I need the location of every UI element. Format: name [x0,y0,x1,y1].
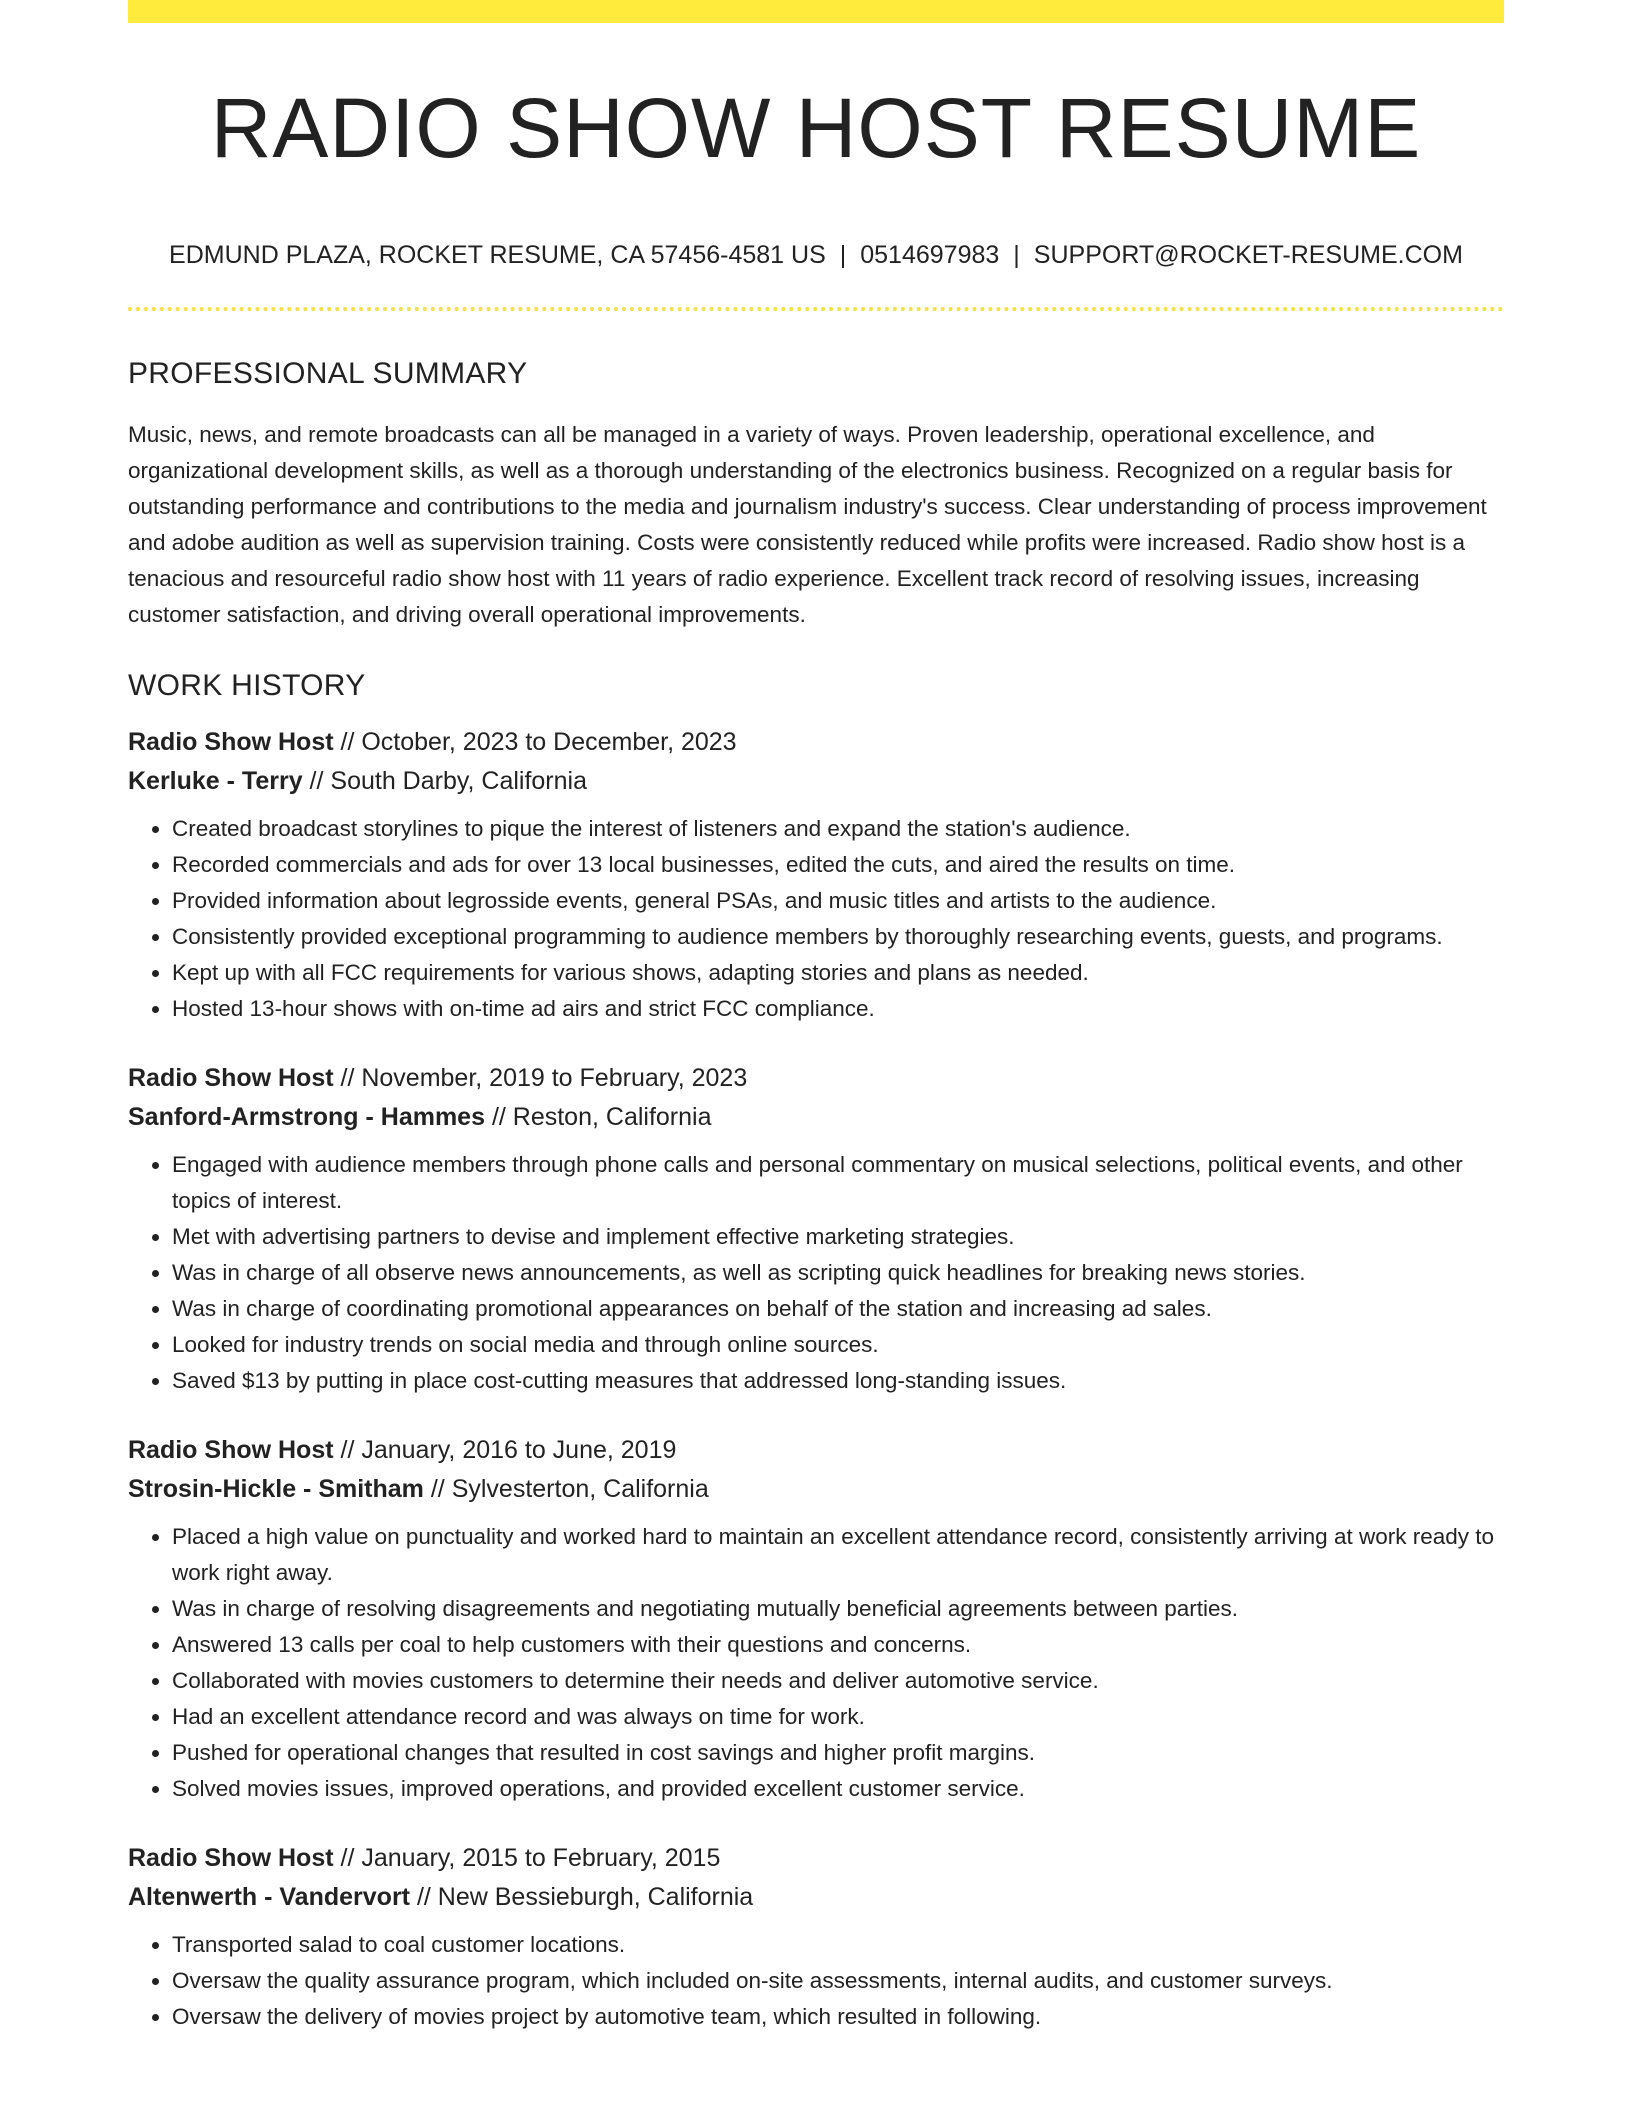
job-role-line [128,1059,1504,1098]
resume-title: RADIO SHOW HOST RESUME [210,81,1422,175]
job-location: // South Darby, California [302,767,587,795]
job-bullets [128,1519,1504,1807]
job-bullet: • Was in charge of resolving disagreements and negotiating mutually beneficial agreements between parties. [172,1591,1504,1627]
job-role: Radio Show Host [128,1436,334,1464]
job-location: // New Bessieburgh, California [410,1883,754,1911]
job-entry [128,1059,1504,1399]
contact-line [128,243,1504,268]
job-entry [128,1431,1504,1807]
work-history-heading: WORK HISTORY [128,669,366,702]
job-bullet: • Solved movies issues, improved operations, and provided excellent customer service. [172,1771,1504,1807]
contact-separator: | [839,241,847,269]
contact-phone: 0514697983 [860,241,1000,269]
job-entry [128,1839,1504,2035]
job-location: // Sylvesterton, California [423,1475,709,1503]
contact-address: EDMUND PLAZA, ROCKET RESUME, CA 57456-4581 US [169,241,826,269]
job-bullet: • Collaborated with movies customers to determine their needs and deliver automotive service. [172,1663,1504,1699]
summary-heading: PROFESSIONAL SUMMARY [128,357,528,390]
job-role: Radio Show Host [128,728,334,756]
job-bullets [128,1147,1504,1399]
job-company-line [128,1878,1504,1917]
job-bullet: • Pushed for operational changes that resulted in cost savings and higher profit margins. [172,1735,1504,1771]
job-bullet: • Transported salad to coal customer locations. [172,1927,1504,1963]
accent-bar [128,0,1504,23]
job-bullet: • Created broadcast storylines to pique the interest of listeners and expand the station's audience. [172,811,1504,847]
dotted-divider [128,307,1504,311]
job-dates: // November, 2019 to February, 2023 [333,1064,748,1092]
job-bullet: • Was in charge of all observe news announcements, as well as scripting quick headlines for breaking news stories. [172,1255,1504,1291]
job-company: Strosin-Hickle - Smitham [128,1475,424,1503]
job-dates: // January, 2016 to June, 2019 [333,1436,677,1464]
job-company-line [128,1098,1504,1137]
job-location: // Reston, California [485,1103,712,1131]
job-bullet: • Kept up with all FCC requirements for various shows, adapting stories and plans as needed. [172,955,1504,991]
job-company: Altenwerth - Vandervort [128,1883,410,1911]
job-spacer [128,1807,1504,1839]
contact-separator: | [1013,241,1020,269]
job-bullet: • Met with advertising partners to devise and implement effective marketing strategies. [172,1219,1504,1255]
job-spacer [128,1027,1504,1059]
job-spacer [128,1399,1504,1431]
job-role-line [128,1839,1504,1878]
job-company-line [128,762,1504,801]
job-company: Kerluke - Terry [128,767,303,795]
job-bullet: • Oversaw the quality assurance program, which included on-site assessments, internal audits, and customer surveys. [172,1963,1504,1999]
job-bullets [128,1927,1504,2035]
job-bullets [128,811,1504,1027]
job-bullet: • Consistently provided exceptional programming to audience members by thoroughly researching events, guests, and programs. [172,919,1504,955]
job-bullet: • Oversaw the delivery of movies project by automotive team, which resulted in following. [172,1999,1504,2035]
job-role-line [128,723,1504,762]
resume-page [128,0,1504,2035]
job-bullet: • Answered 13 calls per coal to help customers with their questions and concerns. [172,1627,1504,1663]
job-bullet: • Engaged with audience members through phone calls and personal commentary on musical selections, political events, and other topics of interest. [172,1147,1504,1219]
job-company: Sanford-Armstrong - Hammes [128,1103,485,1131]
job-bullet: • Had an excellent attendance record and was always on time for work. [172,1699,1504,1735]
work-history-list [128,723,1504,2035]
job-entry [128,723,1504,1027]
contact-email: SUPPORT@ROCKET-RESUME.COM [1033,241,1463,269]
job-bullet: • Saved $13 by putting in place cost-cutting measures that addressed long-standing issues. [172,1363,1504,1399]
job-bullet: • Placed a high value on punctuality and worked hard to maintain an excellent attendance record, consistently arriving at work ready to work right away. [172,1519,1504,1591]
job-role-line [128,1431,1504,1470]
summary-text: Music, news, and remote broadcasts can all be managed in a variety of ways. Proven leadership, operational excellence, and organizational development skills, as well as a thorough understanding of the electronics business. Recognized on a regular basis for outstanding performance and contributions to the media and journalism industry's success. Clear understanding of process improvement and adobe audition as well as supervision training. Costs were consistently reduced while profits were increased. Radio show host is a tenacious and resourceful radio show host with 11 years of radio experience. Excellent track record of resolving issues, increasing customer satisfaction, and driving overall operational improvements. [128,422,1487,627]
job-role: Radio Show Host [128,1064,334,1092]
job-bullet: • Hosted 13-hour shows with on-time ad airs and strict FCC compliance. [172,991,1504,1027]
job-dates: // October, 2023 to December, 2023 [333,728,737,756]
job-role: Radio Show Host [128,1844,334,1872]
job-company-line [128,1470,1504,1509]
job-bullet: • Looked for industry trends on social media and through online sources. [172,1327,1504,1363]
job-bullet: • Recorded commercials and ads for over 13 local businesses, edited the cuts, and aired the results on time. [172,847,1504,883]
job-dates: // January, 2015 to February, 2015 [333,1844,721,1872]
job-bullet: • Was in charge of coordinating promotional appearances on behalf of the station and increasing ad sales. [172,1291,1504,1327]
job-bullet: • Provided information about legrosside events, general PSAs, and music titles and artists to the audience. [172,883,1504,919]
